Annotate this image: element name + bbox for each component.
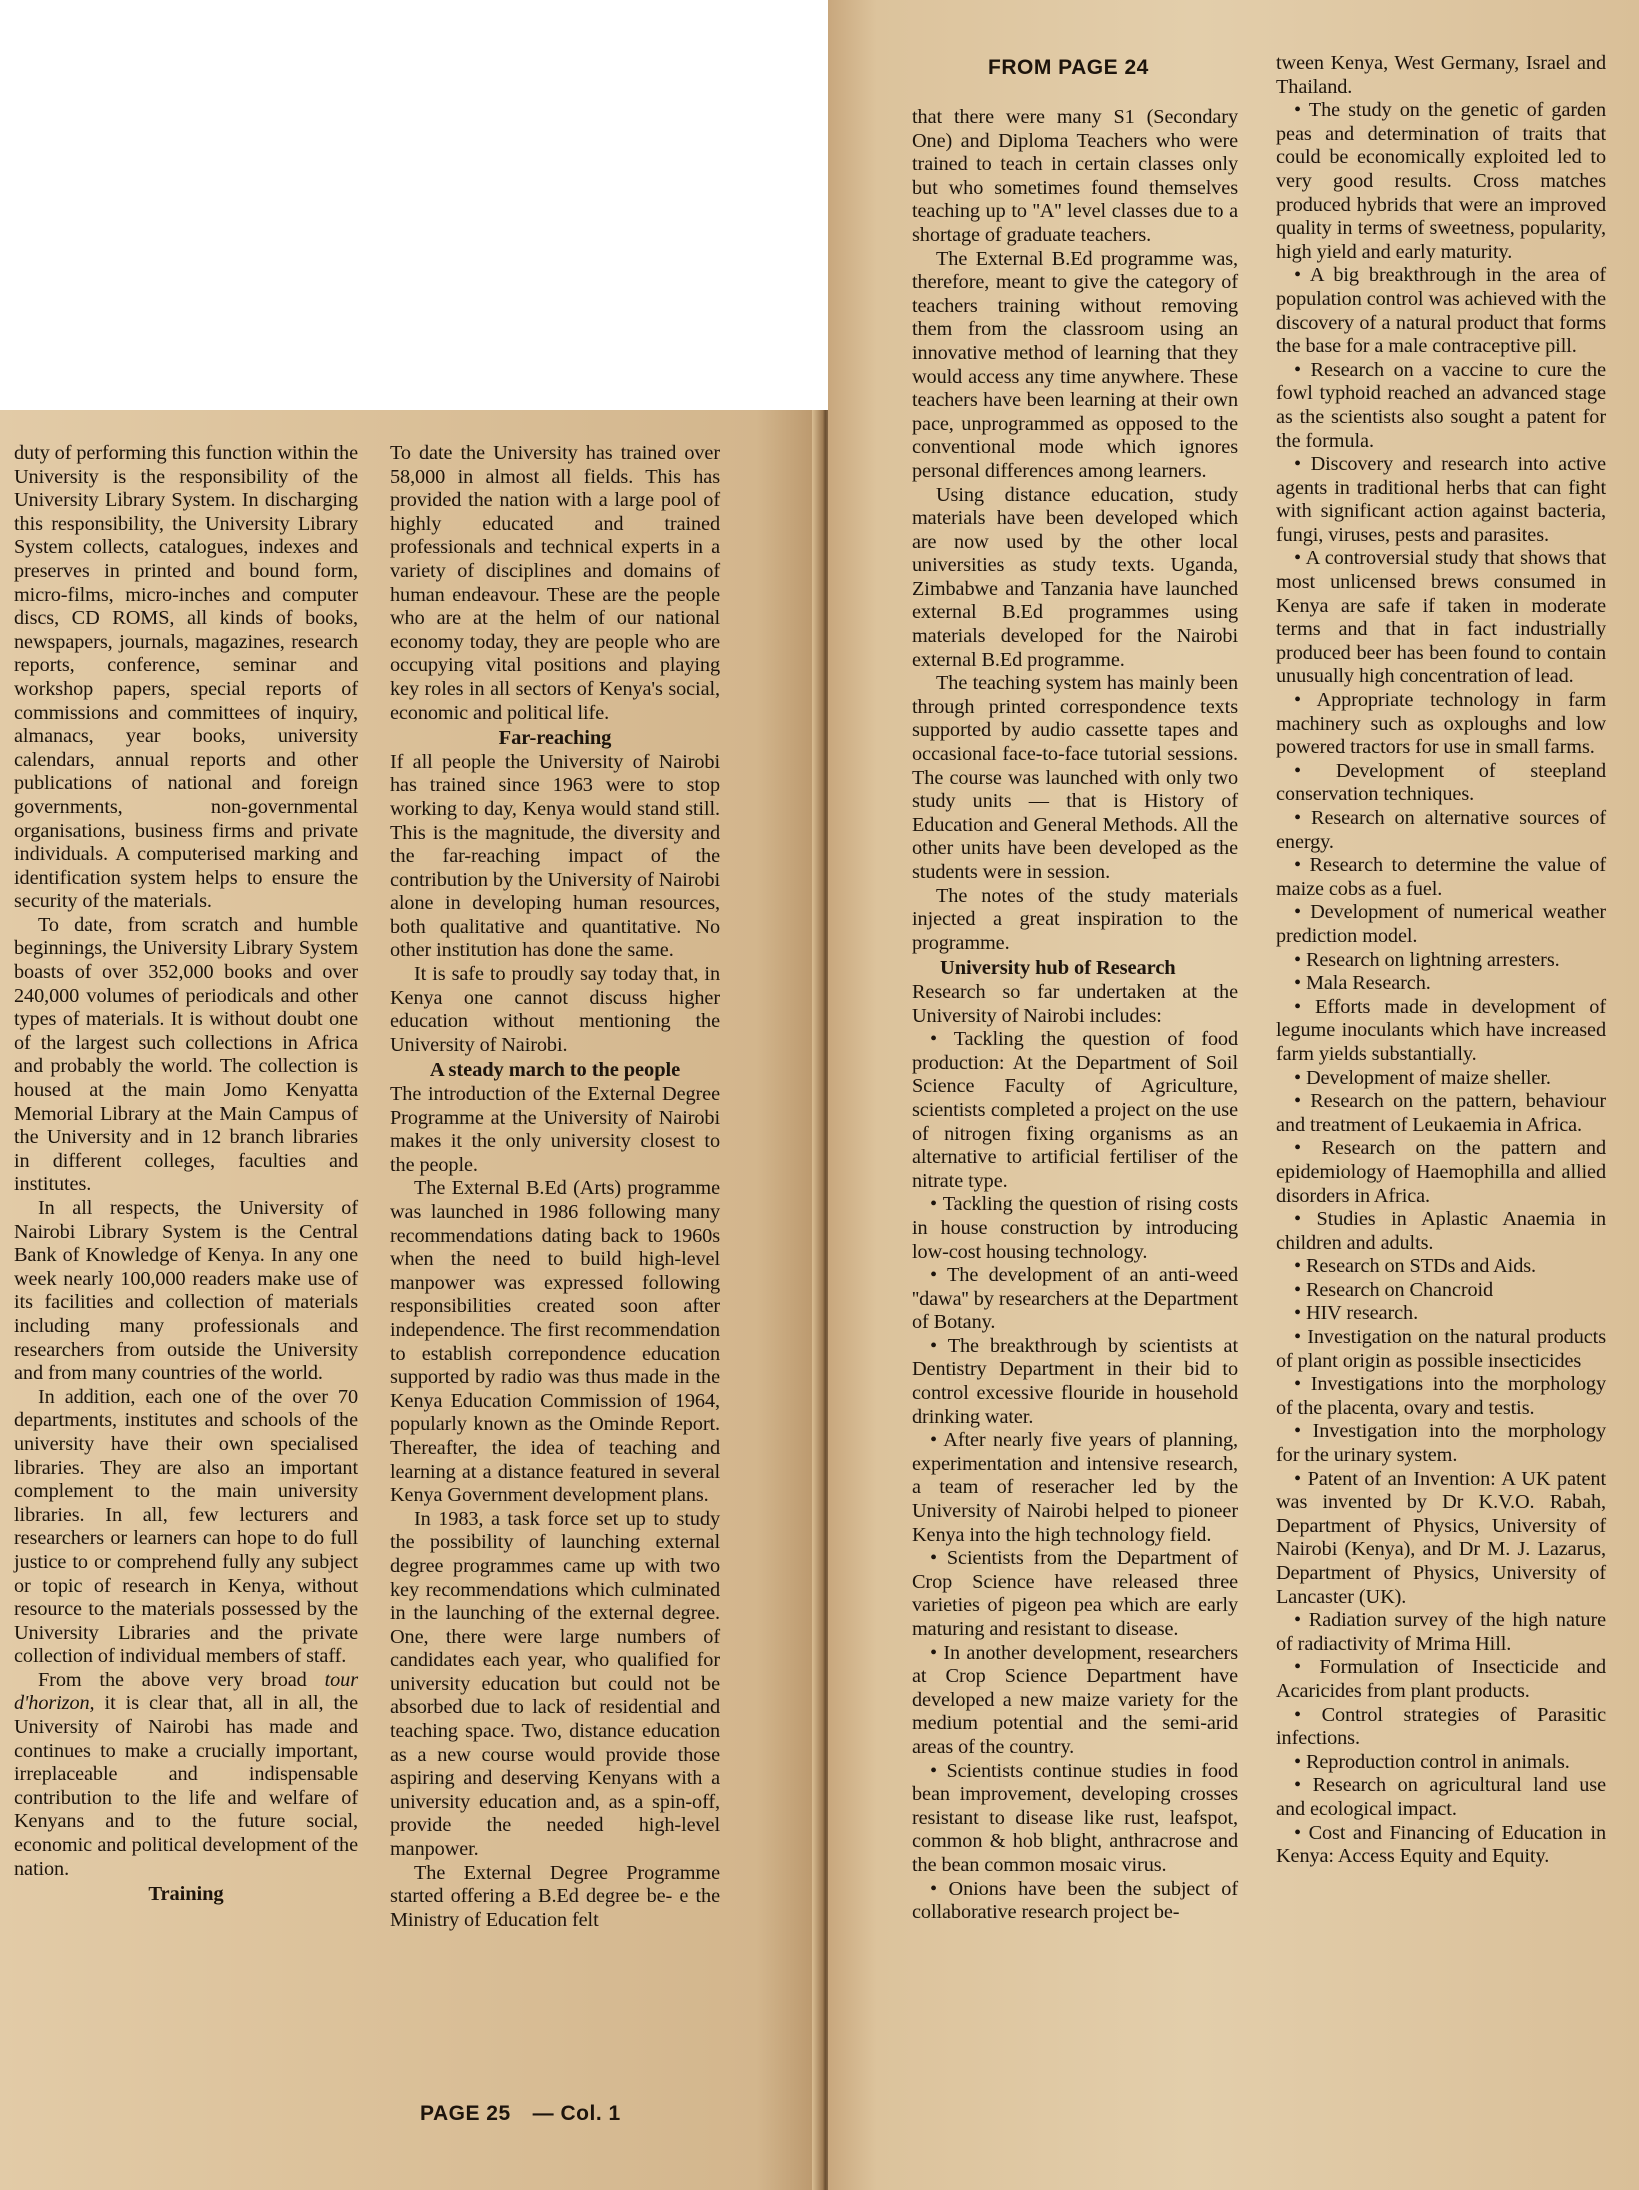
paragraph: The introduction of the External Degree Programme at the University of Nairobi makes it the only university closest to the people. [390,1083,720,1176]
paragraph: To date the University has trained over 58,000 in almost all fields. This has provided the nation with a large pool of highly educated and trained professionals and technical experts in a variety of disciplines and domains of human endeavour. These are the people who are at the helm of our national economy today, they are people who are occupying vital positions and playing key roles in all sectors of Kenya's social, economic and political life. [390,442,720,724]
bullet-item: • Appropriate technology in farm machinery such as oxploughs and low powered tractors for use in small farms. [1276,689,1606,759]
bullet-item: • Development of numerical weather prediction model. [1276,901,1606,947]
column-1 [14,442,358,1907]
paragraph: In addition, each one of the over 70 departments, institutes and schools of the university have their own specialised libraries. They are also an important complement to the main university libraries. In all, few lecturers and researchers or learners can hope to do full justice to or comprehend fully any subject or topic of research in Kenya, without resource to the materials possessed by the University Libraries and the private collection of individual members of staff. [14,1385,358,1668]
column-3 [912,106,1238,1925]
bullet-item: • Radiation survey of the high nature of radiactivity of Mrima Hill. [1276,1609,1606,1655]
right-clipping [828,0,1639,2190]
bullet-item: • Scientists continue studies in food bean improvement, developing crosses resistant to disease like rust, leafspot, common & hob blight, anthracrose and the bean common mosaic virus. [912,1759,1238,1876]
bullet-item: • Investigation on the natural products of plant origin as possible insecticides [1276,1326,1606,1372]
bullet-item: • Tackling the question of food production: At the Department of Soil Science Faculty of Agriculture, scientists completed a project on the use of nitrogen fixing organisms as an alternative to artificial fertiliser of the nitrate type. [912,1028,1238,1192]
bullet-item: • The development of an anti-weed ''dawa'' by researchers at the Department of Botany. [912,1264,1238,1334]
paragraph: The External B.Ed programme was, therefore, meant to give the category of teachers training without removing them from the classroom using an innovative method of learning that they would access any time anywhere. These teachers have been learning at their own pace, unprogrammed as opposed to the conventional mode which ignores personal differences among learners. [912,247,1238,482]
bullet-item: • Research to determine the value of maize cobs as a fuel. [1276,854,1606,900]
bullet-item: • Cost and Financing of Education in Kenya: Access Equity and Equity. [1276,1821,1606,1868]
bullet-item: • Research on STDs and Aids. [1294,1255,1537,1278]
continuation-header: FROM PAGE 24 [988,56,1149,79]
bullet-item: • Research on Chancroid [1294,1278,1494,1301]
subheading-steady-march: A steady march to the people [429,1059,681,1082]
paragraph: tween Kenya, West Germany, Israel and Thailand. [1276,52,1606,98]
column-number: — Col. 1 [532,2102,621,2125]
bullet-item: • Mala Research. [1294,972,1431,995]
bullet-item: • A big breakthrough in the area of population control was achieved with the discovery of a natural product that forms the base for a male contraceptive pill. [1276,264,1606,358]
bullet-item: • Formulation of Insecticide and Acaricides from plant products. [1276,1656,1606,1702]
paragraph: The teaching system has mainly been through printed correspondence texts supported by audio cassette tapes and occasional face-to-face tutorial sessions. The course was launched with only two study units — that is History of Education and General Methods. All the other units have been developed as the students were in session. [912,672,1238,883]
paragraph: duty of performing this function within the University is the responsibility of the University Library System. In discharging this responsibility, the University Library System collects, catalogues, indexes and preserves in printed and bound form, micro-films, micro-inches and computer discs, CD ROMS, all kinds of books, newspapers, journals, magazines, research reports, conference, seminar and workshop papers, special reports of commissions and committees of inquiry, almanacs, year books, university calendars, annual reports and other publications of national and foreign governments, non-governmental organisations, business firms and private individuals. A computerised marking and identification system helps to ensure the security of the materials. [14,442,358,913]
paragraph: To date, from scratch and humble beginnings, the University Library System boasts of over 352,000 books and over 240,000 volumes of periodicals and other types of materials. It is without doubt one of the largest such collections in Africa and probably the world. The collection is housed at the main Jomo Kenyatta Memorial Library at the Main Campus of the University and in 12 branch libraries in different colleges, faculties and institutes. [14,913,358,1196]
subheading-training: Training [148,1883,224,1906]
bullet-item: • Investigations into the morphology of the placenta, ovary and testis. [1276,1373,1606,1419]
paragraph: Research so far undertaken at the University of Nairobi includes: [912,980,1238,1027]
left-clipping [0,410,822,2190]
paragraph: that there were many S1 (Secondary One) and Diploma Teachers who were trained to teach in certain classes only but who sometimes found themselves teaching up to ''A'' level classes due to a shortage of graduate teachers. [912,106,1238,246]
bullet-item: • Research on alternative sources of energy. [1276,807,1606,853]
paragraph: In 1983, a task force set up to study the possibility of launching external degree programmes came up with two key recommendations which culminated in the launching of the external degree. One, there were large numbers of candidates each year, who qualified for university education but could not be absorbed due to lack of residential and teaching space. Two, distance education as a new course would provide those aspiring and deserving Kenyans with a university education and, as a spin-off, provide the needed high-level manpower. [390,1507,720,1861]
bullet-item: • In another development, researchers at Crop Science Department have developed a new maize variety for the medium potential and the semi-arid areas of the country. [912,1641,1238,1758]
paragraph: It is safe to proudly say today that, in Kenya one cannot discuss higher education without mentioning the University of Nairobi. [390,963,720,1056]
bullet-item: • Research on a vaccine to cure the fowl typhoid reached an advanced stage as the scientists also sought a patent for the formula. [1276,358,1606,452]
bullet-item: • Efforts made in development of legume inoculants which have increased farm yields substantially. [1276,995,1606,1065]
subheading-far-reaching: Far-reaching [498,727,612,750]
bullet-item: • Onions have been the subject of collaborative research project be- [912,1877,1238,1924]
bullet-item: • Investigation into the morphology for the urinary system. [1276,1420,1606,1467]
bullet-item: • Discovery and research into active agents in traditional herbs that can fight with significant action against bacteria, fungi, viruses, pests and parasites. [1276,453,1606,546]
bullet-item: • Research on lightning arresters. [1294,948,1560,971]
paragraph: The External B.Ed (Arts) programme was launched in 1986 following many recommendations dating back to 1960s when the need to build high-level manpower was expressed following responsibilities created soon after independence. The first recommendation to establish correpondence education supported by radio was thus made in the Kenya Education Commission of 1964, popularly known as the Ominde Report. Thereafter, the idea of teaching and learning at a distance featured in several Kenya Government development plans. [390,1177,720,1507]
bullet-item: • Studies in Aplastic Anaemia in children and adults. [1276,1208,1606,1254]
subheading-research-hub: University hub of Research [940,957,1176,980]
paragraph: Using distance education, study materials have been developed which are now used by the other local universities as study texts. Uganda, Zimbabwe and Tanzania have launched external B.Ed programmes using materials developed for the Nairobi external B.Ed programme. [912,483,1238,671]
bullet-item: • Control strategies of Parasitic infections. [1276,1703,1606,1750]
bullet-item: • Tackling the question of rising costs in house construction by introducing low-cost housing technology. [912,1193,1238,1263]
bullet-item: • Development of steepland conservation techniques. [1276,759,1606,806]
bullet-item: • HIV research. [1294,1302,1419,1325]
bullet-item: • The breakthrough by scientists at Dentistry Department in their bid to control excessive flouride in household drinking water. [912,1334,1238,1428]
paragraph: The notes of the study materials injected a great inspiration to the programme. [912,884,1238,954]
paragraph-tour-dhorizon: From the above very broad tour d'horizon, it is clear that, all in all, the University of Nairobi has made and continues to make a crucially important, irreplaceable and indispensable contribution to the life and welfare of Kenyans and to the future social, economic and political development of the nation. [14,1668,358,1880]
bullet-item: • Research on the pattern and epidemiology of Haemophilla and allied disorders in Africa. [1276,1137,1606,1207]
bullet-item: • Development of maize sheller. [1294,1066,1551,1089]
bullet-item: • Scientists from the Department of Crop Science have released three varieties of pigeon pea which are early maturing and resistant to disease. [912,1547,1238,1640]
bullet-item: • After nearly five years of planning, experimentation and intensive research, a team of reseracher led by the University of Nairobi helped to pioneer Kenya into the high technology field. [912,1429,1238,1546]
paragraph: The External Degree Programme started offering a B.Ed degree be- e the Ministry of Education felt [390,1861,720,1931]
bullet-item: • A controversial study that shows that most unlicensed brews consumed in Kenya are safe if taken in moderate terms and that in fact industrially produced beer has been found to contain unusually high concentration of lead. [1276,547,1606,688]
bullet-item: • The study on the genetic of garden peas and determination of traits that could be economically exploited led to very good results. Cross matches produced hybrids that were an improved quality in terms of sweetness, popularity, high yield and early maturity. [1276,99,1606,263]
column-2 [390,442,720,1932]
bullet-item: • Patent of an Invention: A UK patent was invented by Dr K.V.O. Rabah, Department of Physics, University of Nairobi (Kenya), and Dr M. J. Lazarus, Department of Physics, University of Lancaster (UK). [1276,1467,1606,1608]
page-number: PAGE 25 [420,2102,511,2125]
paragraph: In all respects, the University of Nairobi Library System is the Central Bank of Knowledge of Kenya. In any one week nearly 100,000 readers make use of its facilities and collection of materials including many professionals and researchers from outside the University and from many countries of the world. [14,1197,358,1385]
page-reference [420,2102,720,2126]
bullet-item: • Research on agricultural land use and ecological impact. [1276,1774,1606,1820]
paragraph: If all people the University of Nairobi has trained since 1963 were to stop working to day, Kenya would stand still. This is the magnitude, the diversity and the far-reaching impact of the contribution by the University of Nairobi alone in developing human resources, both qualitative and quantitative. No other institution has done the same. [390,750,720,962]
column-4 [1276,52,1606,1869]
bullet-item: • Reproduction control in animals. [1294,1750,1570,1773]
bullet-item: • Research on the pattern, behaviour and treatment of Leukaemia in Africa. [1276,1090,1606,1136]
